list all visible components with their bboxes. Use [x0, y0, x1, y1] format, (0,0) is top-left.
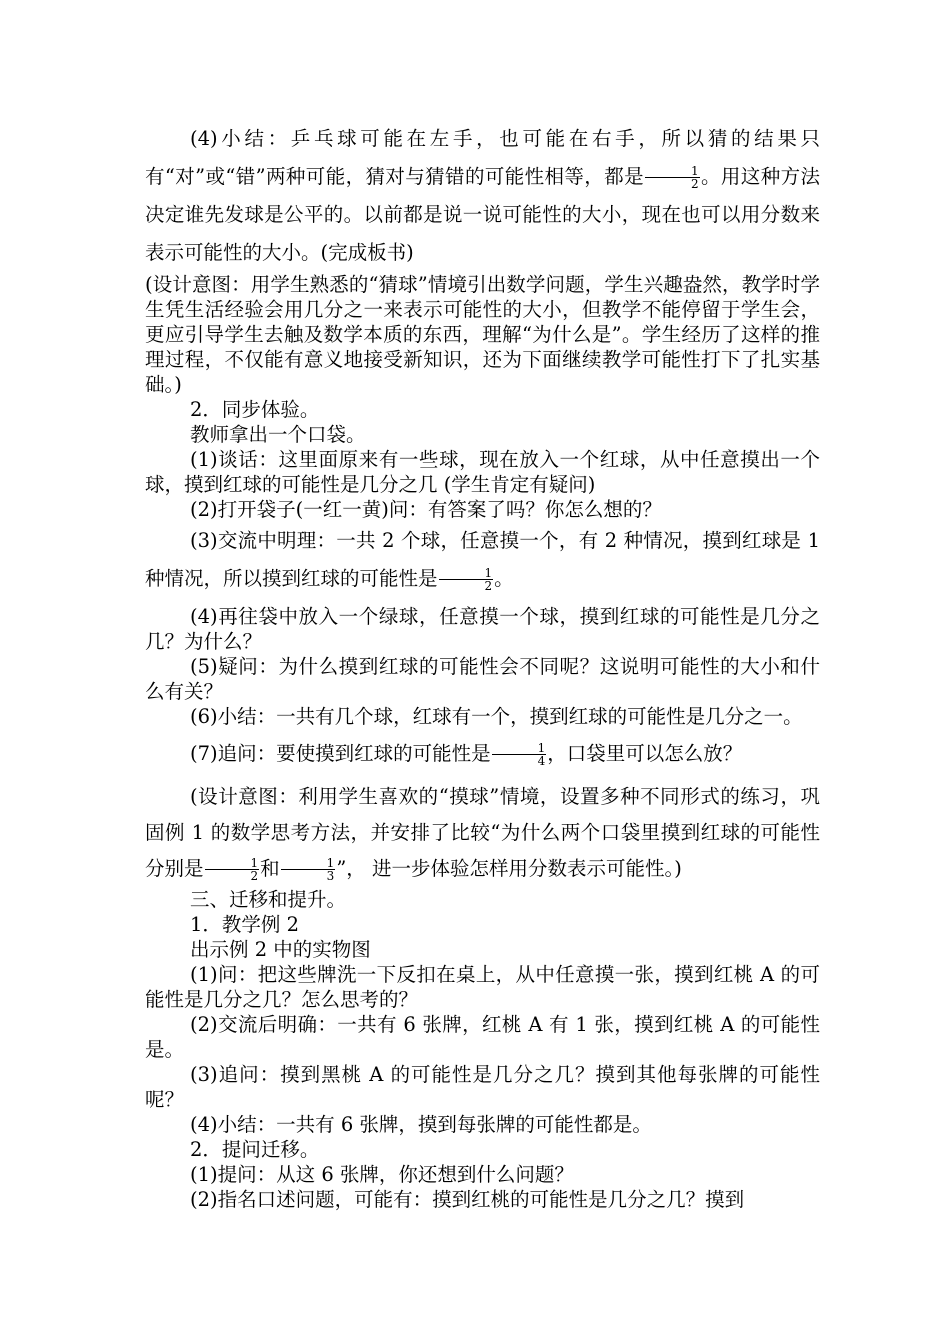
fraction-denominator: 2	[250, 869, 259, 883]
fraction-numerator: 1	[205, 857, 260, 870]
paragraph-cards-summary-4: (4)小结：一共有 6 张牌，摸到每张牌的可能性都是。	[190, 1113, 652, 1136]
fraction-denominator: 2	[484, 579, 493, 593]
text-run: (3)交流中明理：一共 2 个球，任意摸一个，有 2 种情况，摸到红球是 1 种情况，所以摸到红球的可能性是	[145, 529, 820, 590]
text-run: (4)小结：乒乓球可能在左手，也可能在右手，所以猜的结果只有“对”或“错”两种可能，猜对与猜错的可能性相等，都是	[145, 127, 820, 188]
paragraph-example-2: 1．教学例 2	[190, 913, 300, 936]
section-heading-3: 三、迁移和提升。	[190, 888, 347, 911]
paragraph-cards-followup-3: (3)追问：摸到黑桃 A 的可能性是几分之几？摸到其他每张牌的可能性呢？	[145, 1063, 820, 1111]
paragraph-cards-question-1: (1)问：把这些牌洗一下反扣在桌上，从中任意摸一张，摸到红桃 A 的可能性是几分之几？怎么思考的？	[145, 963, 820, 1011]
fraction-numerator: 1	[281, 857, 336, 870]
fraction-numerator: 1	[645, 165, 700, 178]
fraction-numerator: 1	[492, 742, 547, 755]
fraction-one-third	[281, 857, 336, 882]
text-run: 。用这种方法决定谁先发球是公平的。以前都是说一说可能性的大小，现在也可以用分数来表示可能性的大小。(完成板书)	[145, 165, 820, 264]
paragraph-summary-4	[145, 120, 820, 272]
paragraph-transfer-2: 2．提问迁移。	[190, 1138, 320, 1161]
fraction-denominator: 4	[537, 754, 546, 768]
paragraph-green-ball-4: (4)再往袋中放入一个绿球，任意摸一个球，摸到红球的可能性是几分之几？为什么？	[145, 605, 820, 653]
paragraph-section-2: 2．同步体验。	[190, 398, 320, 421]
paragraph-open-bag-2: (2)打开袋子(一红一黄)问：有答案了吗？你怎么想的？	[190, 498, 662, 521]
text-run: ”， 进一步体验怎样用分数表示可能性。)	[336, 857, 682, 880]
paragraph-show-picture: 出示例 2 中的实物图	[190, 938, 371, 961]
fraction-one-half	[205, 857, 260, 882]
text-run: 。	[494, 567, 514, 590]
paragraph-transfer-oral-2: (2)指名口述问题，可能有：摸到红桃的可能性是几分之几？摸到	[190, 1188, 745, 1211]
document-page	[145, 120, 820, 1212]
paragraph-summary-6: (6)小结：一共有几个球，红球有一个，摸到红球的可能性是几分之一。	[190, 705, 803, 728]
fraction-numerator: 1	[439, 567, 494, 580]
fraction-denominator: 2	[690, 177, 699, 191]
paragraph-teacher-bag: 教师拿出一个口袋。	[190, 423, 366, 446]
paragraph-question-5: (5)疑问：为什么摸到红球的可能性会不同呢？这说明可能性的大小和什么有关？	[145, 655, 820, 703]
fraction-one-half	[645, 165, 700, 190]
text-run: 和	[260, 857, 280, 880]
paragraph-reasoning-3	[145, 522, 820, 598]
paragraph-cards-clarify-2: (2)交流后明确：一共有 6 张牌，红桃 A 有 1 张，摸到红桃 A 的可能性是。	[145, 1013, 820, 1061]
paragraph-talk-1: (1)谈话：这里面原来有一些球，现在放入一个红球，从中任意摸出一个球，摸到红球的可能性是几分之几 (学生肯定有疑问)	[145, 448, 820, 496]
fraction-one-quarter	[492, 742, 547, 767]
text-run: (7)追问：要使摸到红球的可能性是	[190, 742, 491, 765]
fraction-one-half	[439, 567, 494, 592]
paragraph-design-intent-2	[145, 779, 820, 887]
text-run: ，口袋里可以怎么放？	[547, 742, 743, 765]
fraction-denominator: 3	[326, 869, 335, 883]
paragraph-followup-7	[145, 729, 820, 779]
text-run: (设计意图：利用学生喜欢的“摸球”情境，设置多种不同形式的练习，巩固例 1 的数学思考方法，并安排了比较“为什么两个口袋里摸到红球的可能性分别是	[145, 785, 820, 880]
paragraph-design-intent-1: (设计意图：用学生熟悉的“猜球”情境引出数学问题，学生兴趣盎然，教学时学生凭生活经验会用几分之一来表示可能性的大小，但教学不能停留于学生会，更应引导学生去触及数学本质的东西，理解“为什么是”。学生经历了这样的推理过程，不仅能有意义地接受新知识，还为下面继续教学可能性打下了扎实基础。)	[145, 273, 820, 396]
paragraph-transfer-question-1: (1)提问：从这 6 张牌，你还想到什么问题？	[190, 1163, 574, 1186]
